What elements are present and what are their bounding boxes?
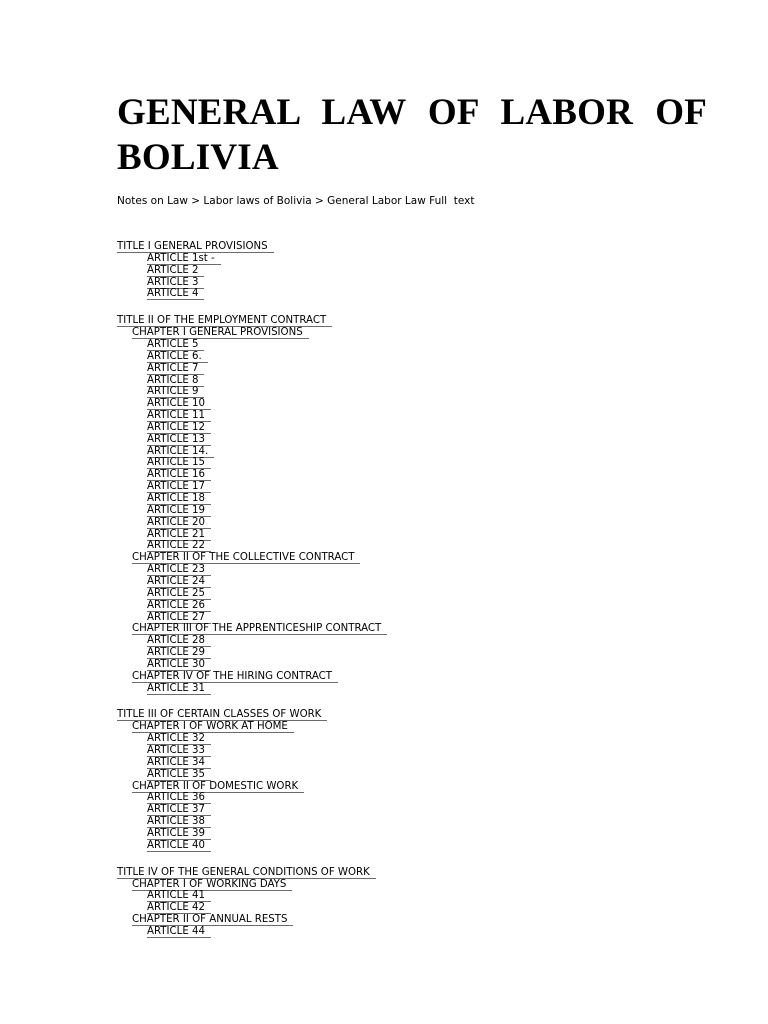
- toc-chapter-link[interactable]: CHAPTER I GENERAL PROVISIONS: [132, 327, 303, 339]
- toc-chapter-link[interactable]: CHAPTER II OF ANNUAL RESTS: [132, 914, 288, 926]
- toc-article-link[interactable]: ARTICLE 21: [147, 528, 205, 540]
- toc-article-link[interactable]: ARTICLE 14.: [147, 445, 209, 457]
- toc-article-link[interactable]: ARTICLE 44: [147, 925, 205, 937]
- breadcrumb: Notes on Law > Labor laws of Bolivia > General Labor Law Full text: [117, 195, 475, 207]
- toc-article-link[interactable]: ARTICLE 25: [147, 587, 205, 599]
- toc-article-link[interactable]: ARTICLE 34: [147, 756, 205, 768]
- toc-article-link[interactable]: ARTICLE 36: [147, 792, 205, 804]
- toc-article-link[interactable]: ARTICLE 20: [147, 516, 205, 528]
- toc-chapter-link[interactable]: CHAPTER I OF WORKING DAYS: [132, 878, 287, 890]
- toc-article-link[interactable]: ARTICLE 22: [147, 540, 205, 552]
- link-underline: [147, 851, 211, 852]
- toc-chapter-link[interactable]: CHAPTER IV OF THE HIRING CONTRACT: [132, 670, 333, 682]
- toc-article-link[interactable]: ARTICLE 1st -: [147, 252, 215, 264]
- toc-article-link[interactable]: ARTICLE 17: [147, 481, 205, 493]
- toc-article-link[interactable]: ARTICLE 42: [147, 902, 205, 914]
- toc-article-link[interactable]: ARTICLE 10: [147, 398, 205, 410]
- toc-article-link[interactable]: ARTICLE 39: [147, 827, 205, 839]
- toc-article-link[interactable]: ARTICLE 24: [147, 575, 205, 587]
- toc-chapter-link[interactable]: CHAPTER III OF THE APPRENTICESHIP CONTRACT: [132, 623, 382, 635]
- toc-article-link[interactable]: ARTICLE 5: [147, 338, 199, 350]
- toc-article-link[interactable]: ARTICLE 31: [147, 682, 205, 694]
- toc-article-link[interactable]: ARTICLE 40: [147, 839, 205, 851]
- toc-article-link[interactable]: ARTICLE 11: [147, 410, 205, 422]
- toc-chapter-link[interactable]: CHAPTER II OF DOMESTIC WORK: [132, 780, 299, 792]
- toc-article-link[interactable]: ARTICLE 18: [147, 493, 205, 504]
- toc-article-link[interactable]: ARTICLE 12: [147, 421, 205, 433]
- toc-article-link[interactable]: ARTICLE 4: [147, 288, 199, 300]
- toc-article-link[interactable]: ARTICLE 6.: [147, 350, 202, 362]
- document-title: GENERAL LAW OF LABOR OF BOLIVIA: [117, 92, 707, 178]
- toc-article-link[interactable]: ARTICLE 38: [147, 816, 205, 828]
- toc-title-link[interactable]: TITLE III OF CERTAIN CLASSES OF WORK: [117, 709, 322, 721]
- toc-article-link[interactable]: ARTICLE 41: [147, 890, 205, 902]
- toc-title-link[interactable]: TITLE II OF THE EMPLOYMENT CONTRACT: [117, 315, 327, 327]
- link-underline: [147, 937, 211, 938]
- toc-article-link[interactable]: ARTICLE 15: [147, 457, 205, 469]
- toc-article-link[interactable]: ARTICLE 30: [147, 658, 205, 670]
- toc-article-link[interactable]: ARTICLE 3: [147, 276, 199, 288]
- toc-article-link[interactable]: ARTICLE 27: [147, 611, 205, 623]
- toc-chapter-link[interactable]: CHAPTER II OF THE COLLECTIVE CONTRACT: [132, 552, 355, 564]
- toc-article-link[interactable]: ARTICLE 2: [147, 264, 199, 276]
- toc-article-link[interactable]: ARTICLE 13: [147, 433, 205, 445]
- toc-article-link[interactable]: ARTICLE 29: [147, 647, 205, 659]
- toc-article-link[interactable]: ARTICLE 16: [147, 469, 205, 481]
- toc-article-link[interactable]: ARTICLE 8: [147, 374, 199, 386]
- toc-chapter-link[interactable]: CHAPTER I OF WORK AT HOME: [132, 721, 288, 733]
- toc-title-link[interactable]: TITLE IV OF THE GENERAL CONDITIONS OF WORK: [117, 866, 370, 878]
- toc-article-link[interactable]: ARTICLE 9: [147, 386, 199, 398]
- toc-article-link[interactable]: ARTICLE 35: [147, 768, 205, 780]
- toc-article-link[interactable]: ARTICLE 32: [147, 733, 205, 745]
- link-underline: [147, 694, 211, 695]
- toc-article-link[interactable]: ARTICLE 7: [147, 362, 199, 374]
- toc-article-link[interactable]: ARTICLE 26: [147, 599, 205, 611]
- link-underline: [147, 299, 204, 300]
- toc-article-link[interactable]: ARTICLE 37: [147, 804, 205, 816]
- toc-title-link[interactable]: TITLE I GENERAL PROVISIONS: [117, 241, 268, 252]
- toc-article-link[interactable]: ARTICLE 19: [147, 504, 205, 516]
- toc-article-link[interactable]: ARTICLE 28: [147, 635, 205, 647]
- toc-article-link[interactable]: ARTICLE 23: [147, 564, 205, 576]
- toc-article-link[interactable]: ARTICLE 33: [147, 745, 205, 756]
